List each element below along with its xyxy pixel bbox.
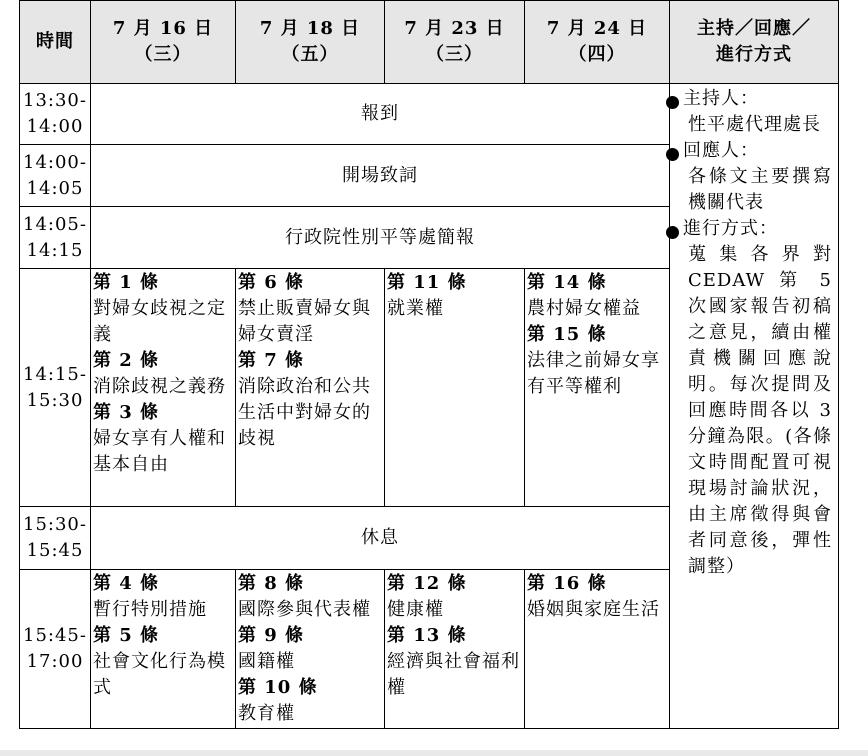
article-title: 第 12 條: [387, 573, 467, 594]
time-cell: [20, 269, 91, 507]
host-header: [670, 1, 839, 84]
merged-session: 開場致詞: [91, 145, 670, 207]
article-desc: 就業權: [387, 298, 444, 319]
time-cell: [20, 207, 91, 269]
day-cell: [91, 269, 236, 507]
day-weekday: （五）: [281, 44, 339, 65]
article-title: 第 3 條: [93, 402, 160, 423]
time-end: 14:15: [26, 239, 84, 261]
article-title: 第 5 條: [93, 625, 160, 646]
day-cell: [525, 269, 670, 507]
article-desc: 社會文化行為模式: [93, 651, 226, 698]
article-desc: 消除政治和公共生活中對婦女的歧視: [238, 376, 371, 449]
day-cell: [385, 570, 525, 729]
method-item: [670, 216, 832, 242]
article-desc: 對婦女歧視之定義: [93, 298, 226, 345]
day-date: 7 月 16 日: [112, 18, 214, 39]
host-label: 主持人：: [683, 88, 759, 109]
day-header: [236, 1, 385, 84]
host-header-line: 主持／回應／: [697, 18, 811, 39]
time-start: 14:05-: [23, 213, 87, 235]
article-desc: 健康權: [387, 599, 444, 620]
day-cell: [236, 269, 385, 507]
article-title: 第 11 條: [387, 272, 467, 293]
host-value: 性平處代理處長: [688, 114, 821, 135]
method-label: 進行方式：: [683, 218, 778, 239]
article-desc: 教育權: [238, 703, 295, 724]
article-title: 第 14 條: [527, 272, 607, 293]
article-desc: 婦女享有人權和基本自由: [93, 428, 226, 475]
time-end: 14:05: [26, 177, 84, 199]
article-title: 第 13 條: [387, 625, 467, 646]
respond-item: [670, 138, 832, 164]
article-desc: 國籍權: [238, 651, 295, 672]
article-title: 第 2 條: [93, 350, 160, 371]
time-start: 15:30-: [23, 514, 87, 535]
time-end: 15:30: [26, 389, 84, 411]
article-title: 第 7 條: [238, 350, 305, 371]
article-title: 第 1 條: [93, 272, 160, 293]
host-item: [670, 86, 832, 112]
article-desc: 法律之前婦女享有平等權利: [527, 350, 660, 397]
day-cell: [525, 570, 670, 729]
time-cell: [20, 145, 91, 207]
article-desc: 國際參與代表權: [238, 599, 371, 620]
article-title: 第 8 條: [238, 573, 305, 594]
day-date: 7 月 18 日: [259, 18, 361, 39]
article-desc: 婚姻與家庭生活: [527, 599, 660, 620]
header-row: [20, 1, 839, 84]
bullet-icon: [666, 96, 679, 109]
table-row: [20, 84, 839, 145]
day-header: [91, 1, 236, 84]
article-desc: 經濟與社會福利權: [387, 651, 520, 698]
day-header: [525, 1, 670, 84]
article-desc: 暫行特別措施: [93, 599, 207, 620]
respond-value: 各條文主要撰寫機關代表: [688, 166, 832, 213]
method-value: 蒐集各界對 CEDAW 第 5 次國家報告初稿之意見，續由權責機關回應說明。每次提問及回應時間各以 3 分鐘為限。(各條文時間配置可視現場討論狀況，由主席徵得與會者同意後，彈性調整）: [688, 244, 832, 577]
time-start: 13:30-: [23, 90, 87, 111]
time-end: 14:00: [26, 116, 84, 137]
time-end: 17:00: [26, 651, 84, 672]
time-end: 15:45: [26, 540, 84, 561]
day-date: 7 月 24 日: [546, 18, 648, 39]
time-header: 時間: [20, 1, 91, 84]
respond-label: 回應人：: [683, 140, 759, 161]
article-title: 第 6 條: [238, 272, 305, 293]
host-info-cell: [670, 84, 839, 729]
article-title: 第 4 條: [93, 573, 160, 594]
bullet-icon: [666, 226, 679, 239]
article-title: 第 15 條: [527, 324, 607, 345]
time-start: 14:00-: [23, 151, 87, 173]
day-weekday: （三）: [426, 44, 483, 65]
time-cell: [20, 570, 91, 729]
time-cell: [20, 84, 91, 145]
day-weekday: （三）: [134, 44, 192, 65]
bullet-icon: [666, 148, 679, 161]
bottom-scrollbar[interactable]: [0, 750, 868, 756]
day-weekday: （四）: [568, 44, 626, 65]
merged-session: 報到: [91, 84, 670, 145]
article-desc: 消除歧視之義務: [93, 376, 226, 397]
time-start: 14:15-: [23, 363, 87, 385]
article-title: 第 16 條: [527, 573, 607, 594]
merged-session: 行政院性別平等處簡報: [91, 207, 670, 269]
host-header-line: 進行方式: [716, 44, 792, 65]
day-header: [385, 1, 525, 84]
schedule-table: [19, 0, 839, 729]
time-cell: [20, 507, 91, 570]
time-start: 15:45-: [23, 625, 87, 646]
day-cell: [91, 570, 236, 729]
article-desc: 農村婦女權益: [527, 298, 641, 319]
article-title: 第 10 條: [238, 677, 318, 698]
article-desc: 禁止販賣婦女與婦女賣淫: [238, 298, 371, 345]
merged-session: 休息: [91, 507, 670, 570]
article-title: 第 9 條: [238, 625, 305, 646]
day-date: 7 月 23 日: [404, 18, 505, 39]
day-cell: [236, 570, 385, 729]
day-cell: [385, 269, 525, 507]
